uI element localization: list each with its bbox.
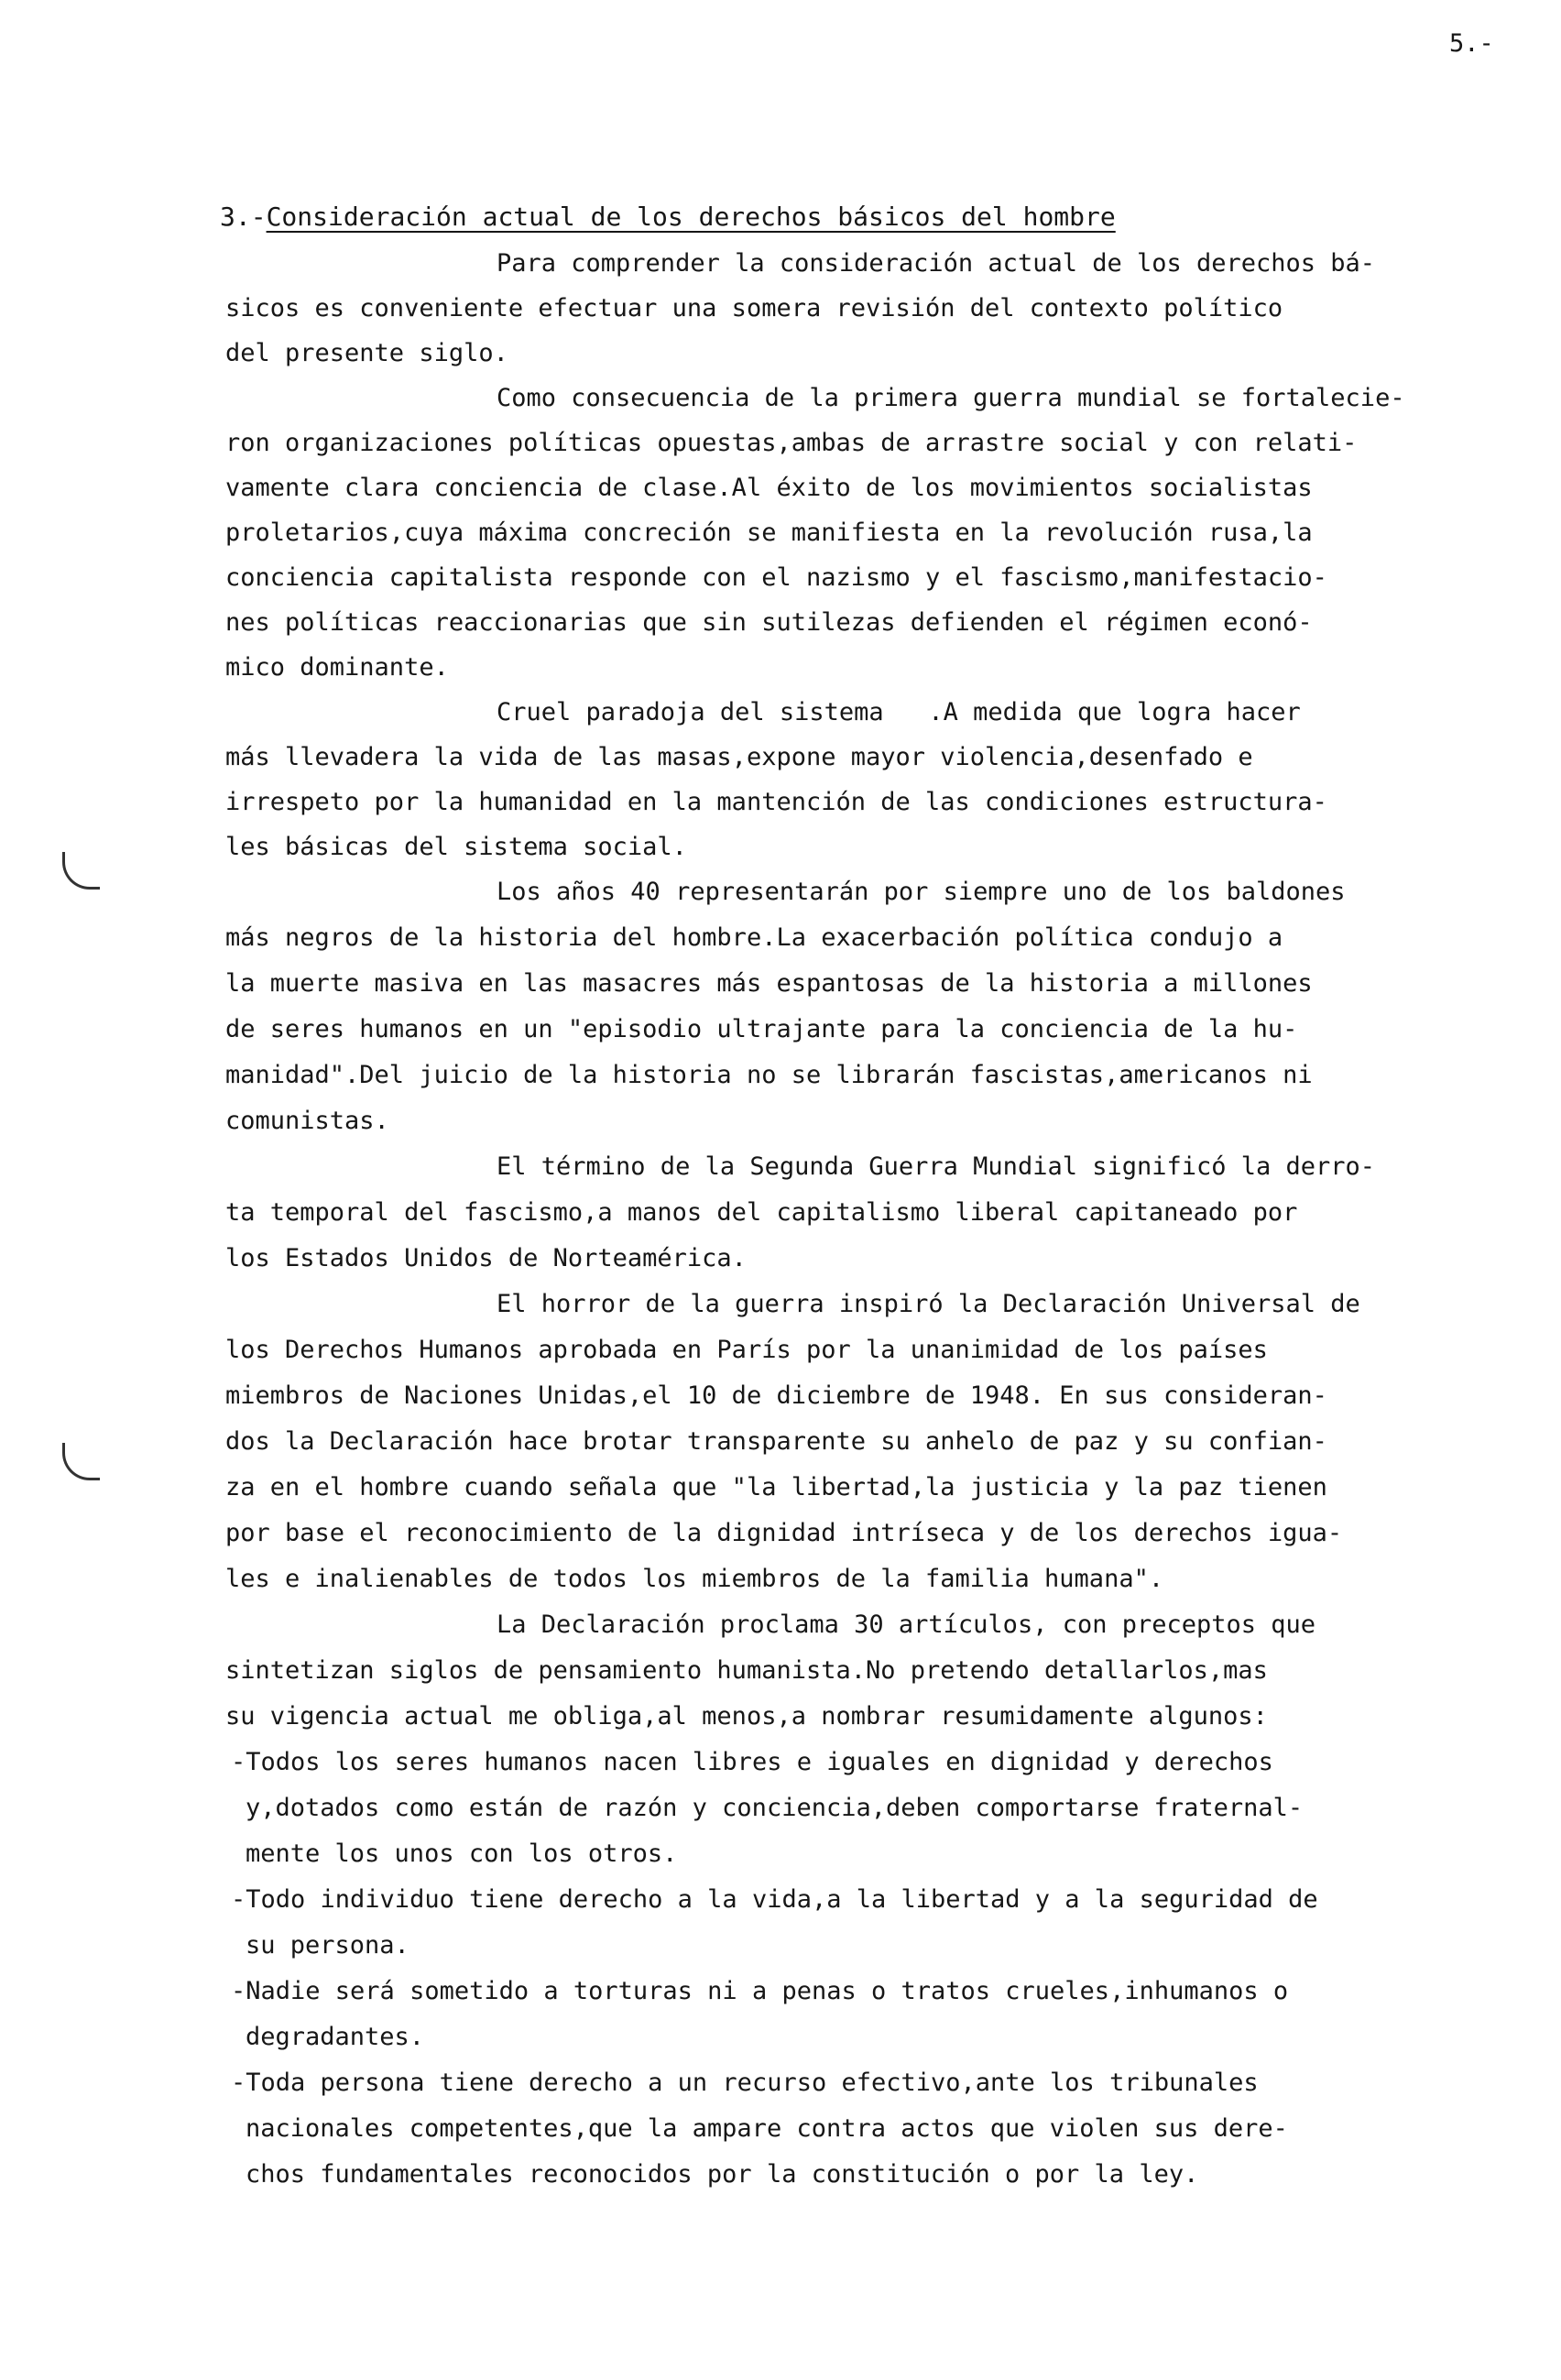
text-line: -Todo individuo tiene derecho a la vida,a la libertad y a la seguridad de xyxy=(231,1885,1318,1914)
text-line: -Nadie será sometido a torturas ni a penas o tratos crueles,inhumanos o xyxy=(231,1977,1289,2005)
text-line: mente los unos con los otros. xyxy=(246,1840,678,1868)
text-line: más negros de la historia del hombre.La exacerbación política condujo a xyxy=(225,923,1283,952)
text-line: conciencia capitalista responde con el nazismo y el fascismo,manifestacio- xyxy=(225,563,1327,592)
text-line: manidad".Del juicio de la historia no se librarán fascistas,americanos ni xyxy=(225,1061,1313,1089)
text-line: -Todos los seres humanos nacen libres e iguales en dignidad y derechos xyxy=(231,1748,1273,1776)
text-line: vamente clara conciencia de clase.Al éxito de los movimientos socialistas xyxy=(225,474,1313,502)
text-line: Cruel paradoja del sistema .A medida que logra hacer xyxy=(497,698,1301,726)
text-line: su persona. xyxy=(246,1931,409,1960)
section-number: 3.- xyxy=(220,202,267,232)
text-line: les básicas del sistema social. xyxy=(225,833,687,861)
margin-mark xyxy=(62,1443,100,1480)
section-title: Consideración actual de los derechos básicos del hombre xyxy=(266,202,1116,232)
text-line: los Derechos Humanos aprobada en París por la unanimidad de los países xyxy=(225,1336,1268,1364)
text-line: za en el hombre cuando señala que "la libertad,la justicia y la paz tienen xyxy=(225,1473,1327,1501)
text-line: Los años 40 representarán por siempre uno de los baldones xyxy=(497,878,1346,906)
text-line: nacionales competentes,que la ampare contra actos que violen sus dere- xyxy=(246,2114,1288,2143)
text-line: dos la Declaración hace brotar transparente su anhelo de paz y su confian- xyxy=(225,1427,1327,1456)
page-number: 5.- xyxy=(1449,29,1494,58)
text-line: les e inalienables de todos los miembros de la familia humana". xyxy=(225,1565,1164,1593)
margin-mark xyxy=(62,852,100,890)
text-line: mico dominante. xyxy=(225,653,449,682)
text-line: proletarios,cuya máxima concreción se manifiesta en la revolución rusa,la xyxy=(225,519,1313,547)
text-line: degradantes. xyxy=(246,2023,425,2051)
text-line: sicos es conveniente efectuar una somera revisión del contexto político xyxy=(225,294,1283,322)
text-line: irrespeto por la humanidad en la mantención de las condiciones estructura- xyxy=(225,788,1327,816)
text-line: sintetizan siglos de pensamiento humanista.No pretendo detallarlos,mas xyxy=(225,1656,1268,1685)
text-line: -Toda persona tiene derecho a un recurso efectivo,ante los tribunales xyxy=(231,2069,1259,2097)
text-line: ron organizaciones políticas opuestas,ambas de arrastre social y con relati- xyxy=(225,429,1358,457)
text-line: los Estados Unidos de Norteamérica. xyxy=(225,1244,747,1272)
text-line: El término de la Segunda Guerra Mundial significó la derro- xyxy=(497,1152,1376,1181)
text-line: su vigencia actual me obliga,al menos,a nombrar resumidamente algunos: xyxy=(225,1702,1268,1730)
text-line: del presente siglo. xyxy=(225,339,508,367)
text-line: de seres humanos en un "episodio ultrajante para la conciencia de la hu- xyxy=(225,1015,1298,1043)
text-line: Para comprender la consideración actual de los derechos bá- xyxy=(497,249,1376,278)
text-line: y,dotados como están de razón y conciencia,deben comportarse fraternal- xyxy=(246,1794,1304,1822)
text-line: nes políticas reaccionarias que sin sutilezas defienden el régimen econó- xyxy=(225,608,1313,637)
text-line: La Declaración proclama 30 artículos, con preceptos que xyxy=(497,1610,1316,1639)
text-line: ta temporal del fascismo,a manos del capitalismo liberal capitaneado por xyxy=(225,1198,1298,1227)
text-line: miembros de Naciones Unidas,el 10 de diciembre de 1948. En sus consideran- xyxy=(225,1381,1327,1410)
text-line: Como consecuencia de la primera guerra mundial se fortalecie- xyxy=(497,384,1405,412)
text-line: por base el reconocimiento de la dignidad intríseca y de los derechos igua- xyxy=(225,1519,1343,1547)
text-line: la muerte masiva en las masacres más espantosas de la historia a millones xyxy=(225,969,1313,998)
text-line: chos fundamentales reconocidos por la constitución o por la ley. xyxy=(246,2160,1199,2189)
section-heading xyxy=(220,202,1116,232)
text-line: más llevadera la vida de las masas,expone mayor violencia,desenfado e xyxy=(225,743,1253,771)
text-line: El horror de la guerra inspiró la Declaración Universal de xyxy=(497,1290,1360,1318)
text-line: comunistas. xyxy=(225,1107,389,1135)
